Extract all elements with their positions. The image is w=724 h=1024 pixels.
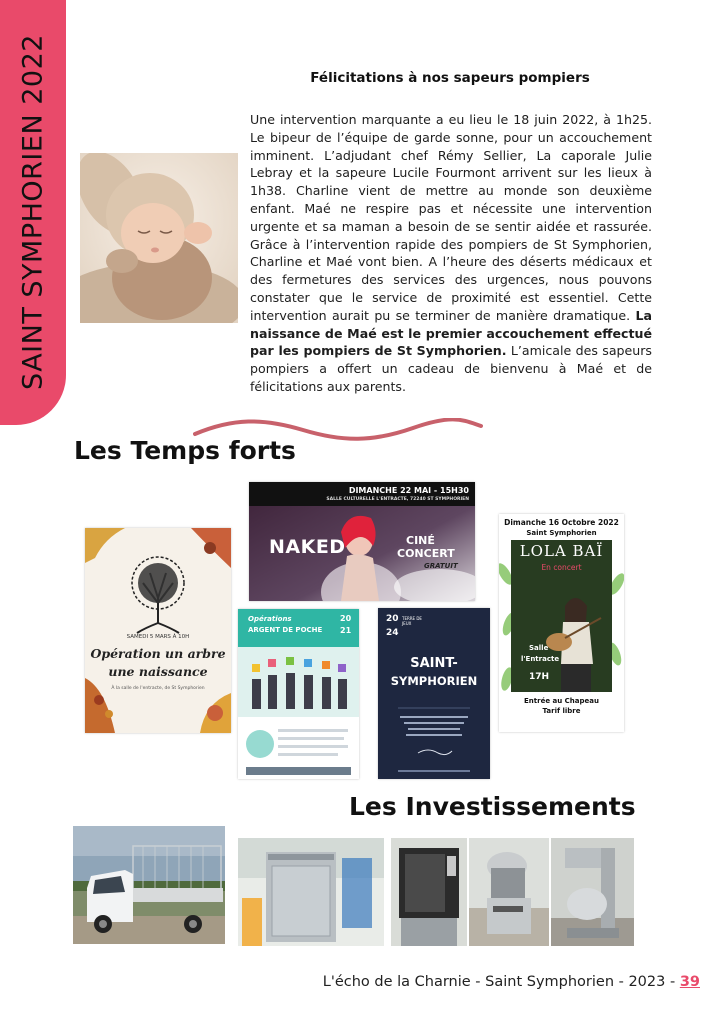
baby-photo [80, 153, 238, 323]
poster-lola-salle-1: Salle [529, 644, 549, 652]
poster-lola-place: Saint Symphorien [526, 529, 597, 537]
side-band [0, 0, 66, 425]
poster-naked-venue: SALLE CULTURELLE L'ENTRACTE, 72240 ST SYMPHORIEN [326, 497, 469, 502]
poster-arbre-subtitle: À la salle de l'entracte, de St Symphorien [111, 686, 205, 691]
poster-argent-year-1: 20 [340, 614, 352, 623]
poster-lola-hour: 17H [529, 672, 550, 682]
photo-blast-chiller [238, 838, 384, 946]
poster-arbre-date: SAMEDI 5 MARS À 10H [126, 634, 190, 640]
poster-naked-cine: CINÉ [406, 534, 435, 547]
page-number: 39 [679, 974, 700, 990]
poster-saint-top-1: 20 [386, 614, 399, 624]
photo-utility-truck [73, 826, 225, 944]
poster-lola-artist: LOLA BAÏ [519, 542, 604, 560]
poster-arbre-title-1: Opération un arbre [90, 646, 226, 661]
poster-saint-top-2: TERRE DE JEUX [402, 616, 422, 626]
poster-lola-bai-concert [499, 514, 624, 732]
article-text-bold: La naissance de Maé est le premier accouchement effectué par les pompiers de St Symphorien. [250, 307, 652, 359]
poster-lola-entry-2: Tarif libre [542, 707, 581, 715]
poster-argent-title-1: Opérations [248, 615, 292, 623]
article-text-part-2: L’amicale des sapeurs pompiers a offert un cadeau de bienvenu à Maé et de félicitations aux parents. [250, 343, 652, 394]
article-text-part-1: Une intervention marquante a eu lieu le 18 juin 2022, à 1h25. Le bipeur de l’équipe de garde sonne, pour un accouchement imminent. L’adjudant chef Rémy Sellier, La caporale Julie Lebray et la sapeure Lucile Fourmont arrivent sur les lieux à 1h38. Charline vient de mettre au monde son deuxième enfant. Maé ne respire pas et nécessite une intervention urgente et sa maman a besoin de se sentir aidée et rassurée. Grâce à l’intervention rapide des pompiers de St Symphorien, Charline et Maé vont bien. A l’heure des déserts médicaux et des fermetures des services des urgences, nous pouvons constater que le service de proximité est essentiel. Cette intervention aurait pu se terminer de manière dramatique. [250, 112, 652, 323]
section-title-investissements: Les Investissements [349, 792, 636, 821]
poster-naked-cine-concert [249, 482, 475, 601]
poster-saint-name-2: SYMPHORIEN [390, 674, 478, 688]
poster-argent-year-2: 21 [340, 626, 352, 635]
side-band-title: SAINT SYMPHORIEN 2022 [17, 34, 49, 390]
poster-naked-concert: CONCERT [397, 547, 455, 560]
poster-argent-de-poche [238, 609, 359, 779]
section-title-temps-forts: Les Temps forts [74, 436, 296, 465]
poster-arbre-naissance [85, 528, 231, 733]
article-body [250, 111, 652, 396]
poster-saint-name-1: SAINT- [410, 656, 458, 671]
article-title: Félicitations à nos sapeurs pompiers [310, 70, 590, 86]
photo-combi-oven [391, 838, 467, 946]
footer-text: L'écho de la Charnie - Saint Symphorien - 2023 - [322, 974, 680, 990]
page-footer [323, 974, 700, 990]
poster-lola-entry-1: Entrée au Chapeau [524, 697, 599, 705]
poster-naked-title: NAKED [269, 536, 346, 558]
poster-saint-top-3: 24 [386, 628, 399, 638]
poster-naked-gratuit: GRATUIT [424, 562, 458, 570]
poster-arbre-title-2: une naissance [108, 664, 208, 679]
photo-robot-coupe [469, 838, 549, 946]
poster-naked-date: DIMANCHE 22 MAI - 15H30 [348, 486, 469, 495]
poster-lola-subtitle: En concert [541, 563, 582, 572]
poster-argent-title-2: ARGENT DE POCHE [248, 626, 323, 634]
poster-lola-date: Dimanche 16 Octobre 2022 [504, 518, 619, 527]
photo-mixer [551, 838, 634, 946]
poster-terre-de-jeux [378, 608, 490, 779]
poster-lola-salle-2: l'Entracte [521, 655, 560, 663]
